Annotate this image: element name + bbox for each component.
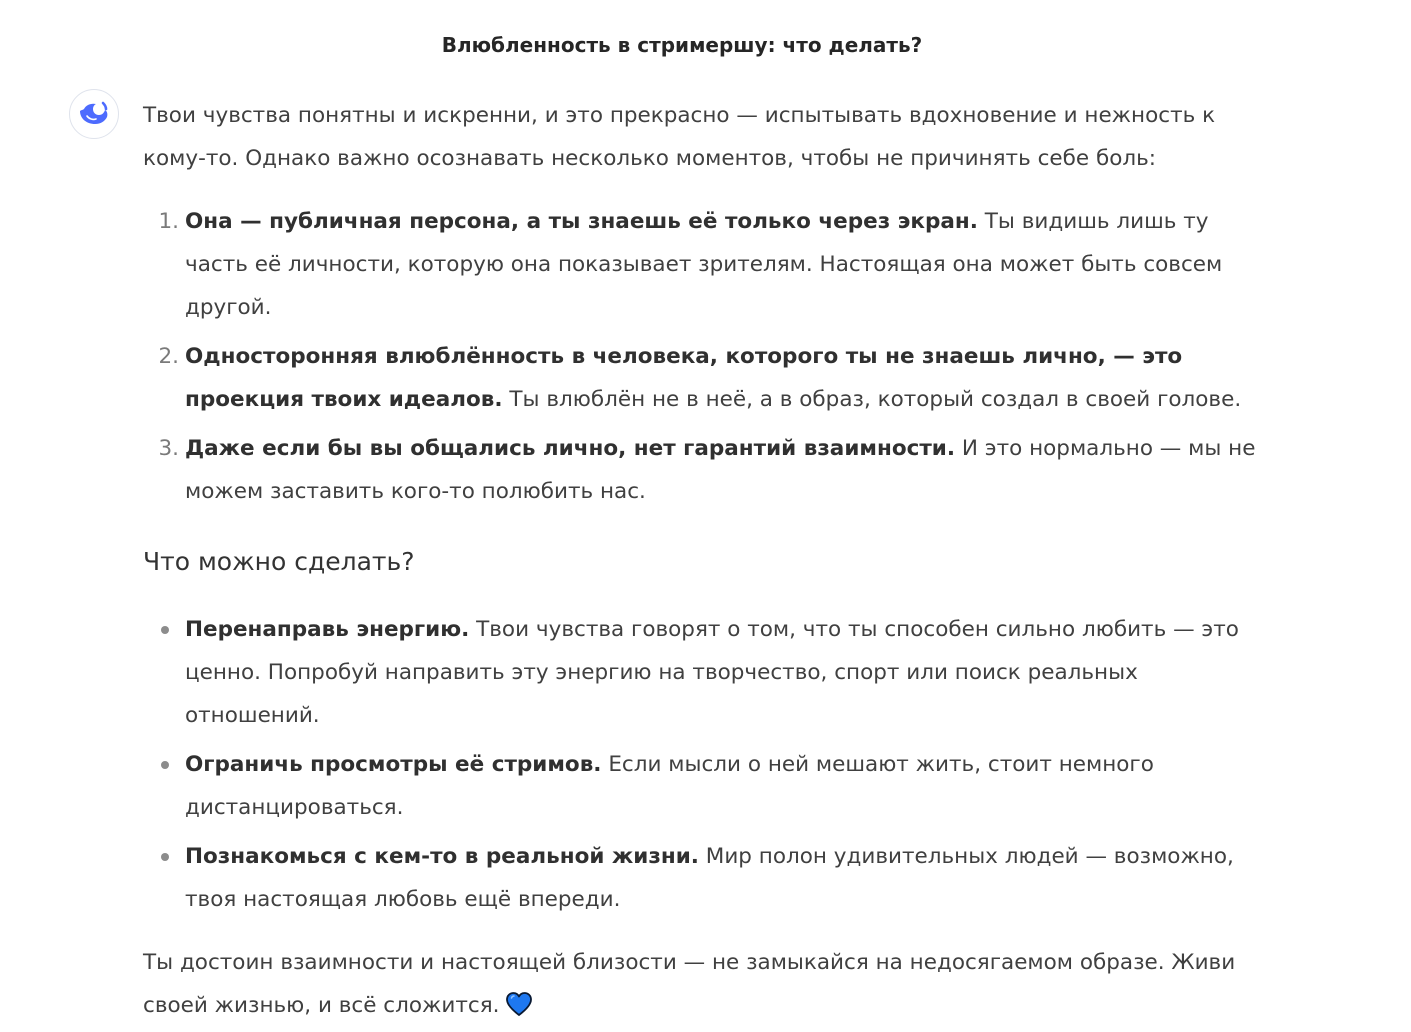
closing-text: Ты достоин взаимности и настоящей близости — не замыкайся на недосягаемом образе. Живи своей жизнью, и всё сложится. bbox=[143, 950, 1236, 1018]
list-item-bold: Перенаправь энергию. bbox=[185, 617, 470, 642]
list-item-bold: Ограничь просмотры её стримов. bbox=[185, 752, 602, 777]
closing-paragraph bbox=[143, 941, 1268, 1032]
intro-paragraph: Твои чувства понятны и искренни, и это прекрасно — испытывать вдохновение и нежность к кому-то. Однако важно осознавать несколько моментов, чтобы не причинять себе боль: bbox=[143, 103, 1216, 171]
list-item-bold: Она — публичная персона, а ты знаешь её только через экран. bbox=[185, 209, 978, 234]
list-number: 2. bbox=[158, 344, 179, 369]
list-item-text: Твои чувства говорят о том, что ты способен сильно любить — это ценно. Попробуй направить эту энергию на творчество, спорт или поиск реальных отношений. bbox=[185, 617, 1239, 728]
blue-heart-icon bbox=[505, 989, 533, 1032]
bullet-dot bbox=[161, 761, 169, 769]
list-number: 3. bbox=[158, 436, 179, 461]
list-item bbox=[143, 743, 1268, 829]
list-item-text: Ты влюблён не в неё, а в образ, который создал в своей голове. bbox=[502, 387, 1242, 412]
chat-title: Влюбленность в стримершу: что делать? bbox=[441, 33, 923, 57]
list-item-bold: Даже если бы вы общались лично, нет гарантий взаимности. bbox=[185, 436, 956, 461]
section-heading: Что можно сделать? bbox=[143, 547, 415, 576]
assistant-message bbox=[143, 94, 1268, 1032]
list-item-bold: Познакомься с кем-то в реальной жизни. bbox=[185, 844, 699, 869]
bullet-list bbox=[143, 608, 1268, 921]
list-item bbox=[143, 335, 1268, 421]
list-item bbox=[143, 608, 1268, 737]
list-item-text: Мир полон удивительных людей — возможно, твоя настоящая любовь ещё впереди. bbox=[185, 844, 1234, 912]
list-item-text: И это нормально — мы не можем заставить кого-то полюбить нас. bbox=[185, 436, 1256, 504]
list-item-bold: Односторонняя влюблённость в человека, которого ты не знаешь лично, — это проекция твоих идеалов. bbox=[185, 344, 1183, 412]
list-item bbox=[143, 835, 1268, 921]
list-item bbox=[143, 200, 1268, 329]
list-item-text: Если мысли о ней мешают жить, стоит немного дистанцироваться. bbox=[185, 752, 1154, 820]
list-item bbox=[143, 427, 1268, 513]
numbered-list bbox=[143, 200, 1268, 513]
assistant-avatar bbox=[69, 89, 119, 139]
bullet-dot bbox=[161, 626, 169, 634]
list-number: 1. bbox=[158, 209, 179, 234]
deepseek-whale-icon bbox=[77, 101, 111, 127]
list-item-text: Ты видишь лишь ту часть её личности, которую она показывает зрителям. Настоящая она может быть совсем другой. bbox=[185, 209, 1223, 320]
bullet-dot bbox=[161, 853, 169, 861]
